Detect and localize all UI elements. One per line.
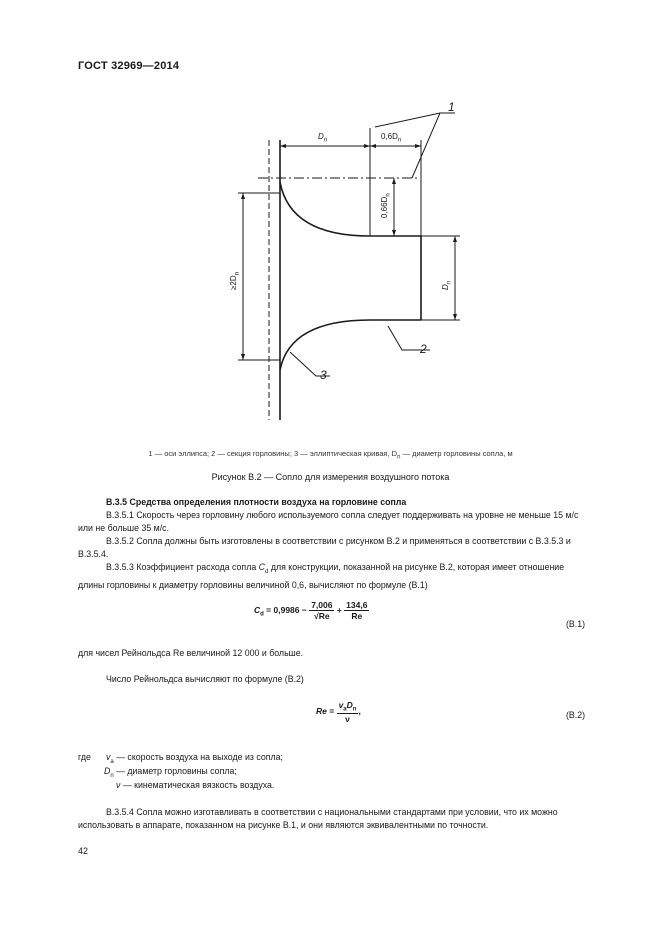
reynolds-intro: Число Рейнольдса вычисляют по формуле (В.2) <box>106 674 304 684</box>
dim-dn-label: $D_n$ <box>318 132 328 144</box>
section-title: В.3.5 Средства определения плотности воздуха на горловине сопла <box>106 497 407 507</box>
upper-ellipse-curve <box>280 182 370 236</box>
where-item-va: $v_a$ — скорость воздуха на выходе из сопла; <box>106 752 283 765</box>
page-number: 42 <box>78 846 89 856</box>
dim-right-dn-label: $D_n$ <box>441 280 453 290</box>
callout-1-label: 1 <box>448 100 455 114</box>
lower-ellipse-curve <box>280 320 370 370</box>
where-item-dn: $D_n$ — диаметр горловины сопла; <box>104 766 237 779</box>
leader-1a <box>375 113 455 127</box>
formula-b2: Re = $\frac{v_aD_n}{\nu}$ , <box>316 700 361 724</box>
formula-b2-number: (В.2) <box>566 710 586 720</box>
dim-066dn-label: $0,66D_n$ <box>380 193 392 218</box>
paragraph-b353: В.3.5.3 Коэффициент расхода сопла $C_d$ для конструкции, показанной на рисунке В.2, которая имеет отношение длины горловины к диаметру горловины величиной 0,6, вычисляют по формуле (В.1) <box>78 562 565 590</box>
reynolds-condition: для чисел Рейнольдса Re величиной 12 000 и больше. <box>78 648 304 658</box>
where-item-nu: ν — кинематическая вязкость воздуха. <box>116 780 275 790</box>
figure-legend: 1 — оси эллипса; 2 — секция горловины; 3 — эллиптическая кривая, $D_n$ — диаметр горловины сопла, м <box>148 449 513 461</box>
document-header: ГОСТ 32969—2014 <box>78 60 180 72</box>
nozzle-drawing <box>0 90 661 430</box>
figure-caption: Рисунок В.2 — Сопло для измерения воздушного потока <box>211 472 450 482</box>
paragraph-b354: В.3.5.4 Сопла можно изготавливать в соответствии с национальными стандартами при условии, что их можно использовать в аппарате, показанном на рисунке В.1, и они являются эквивалентными по точности. <box>78 807 558 830</box>
paragraph-b351: В.3.5.1 Скорость через горловину любого используемого сопла следует поддерживать на уровне не меньше 15 м/с или не больше 35 м/с. <box>78 510 579 533</box>
callout-2-label: 2 <box>420 342 427 356</box>
formula-b1: $C_d = 0,9986$ − $\frac{7,006}{√Re}$ + $\frac{134,6}{Re}$ <box>254 600 368 621</box>
where-label: где <box>78 752 91 762</box>
paragraph-b352: В.3.5.2 Сопла должны быть изготовлены в соответствии с рисунком В.2 и применяться в соответствии с В.3.5.3 и В.3.5.4. <box>78 536 571 559</box>
dim-2dn-label: $\ge 2D_n$ <box>229 272 241 290</box>
formula-b1-number: (В.1) <box>566 619 586 629</box>
dim-06dn-label: $0,6D_n$ <box>381 132 402 144</box>
callout-3-label: 3 <box>320 368 327 382</box>
